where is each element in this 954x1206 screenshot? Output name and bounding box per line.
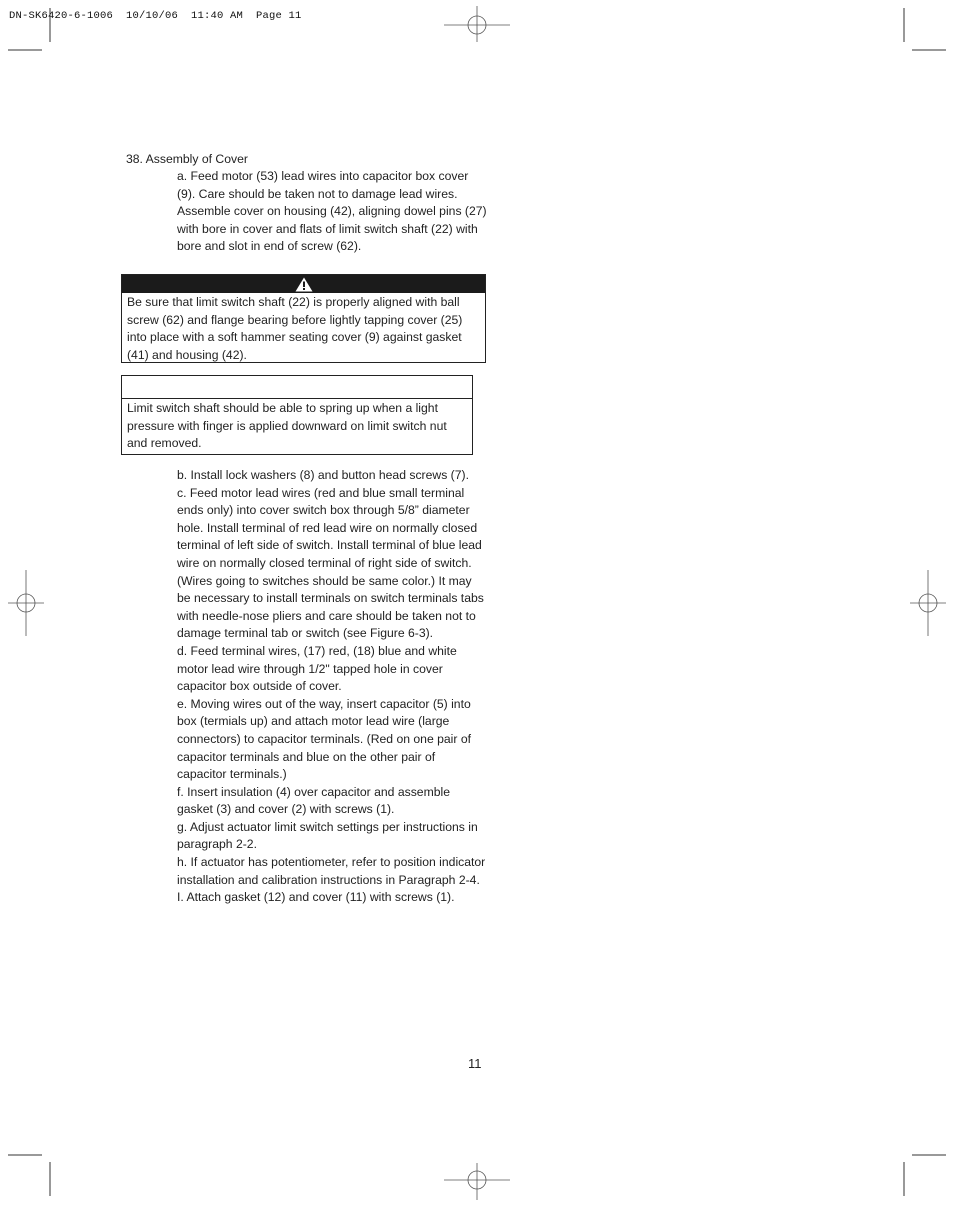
step-a-text: a. Feed motor (53) lead wires into capacitor box cover (9). Care should be taken not to damage lead wires. Assemble cover on housing (42), aligning dowel pins (27) with bore in cover and flats of limit switch shaft (22) with bore and slot in end of screw (62). [177, 169, 487, 254]
note-box [121, 375, 473, 455]
step-i-text: I. Attach gasket (12) and cover (11) with screws (1). [177, 890, 455, 905]
warning-box [121, 274, 486, 363]
step-d-text: d. Feed terminal wires, (17) red, (18) blue and white motor lead wire through 1/2" tapped hole in cover capacitor box outside of cover. [177, 643, 457, 694]
registration-target-right [910, 570, 946, 636]
step-h-text: h. If actuator has potentiometer, refer to position indicator installation and calibration instructions in Paragraph 2-4. [177, 855, 486, 887]
step-b-text: b. Install lock washers (8) and button head screws (7). [177, 468, 469, 482]
step-g-text: g. Adjust actuator limit switch settings per instructions in paragraph 2-2. [177, 819, 478, 852]
warning-text: Be sure that limit switch shaft (22) is properly aligned with ball screw (62) and flange bearing before lightly tapping cover (25) into place with a soft hammer seating cover (9) against gasket (41) and housing (42). [127, 295, 463, 362]
step-f-text: f. Insert insulation (4) over capacitor and assemble gasket (3) and cover (2) with screws (1). [177, 784, 450, 817]
registration-target-top [444, 6, 510, 42]
page-number: 11 [468, 1056, 482, 1071]
step-e-text: e. Moving wires out of the way, insert capacitor (5) into box (termials up) and attach motor lead wire (large connectors) to capacitor terminals. (Red on one pair of capacitor terminals and blue on the other pair of capacitor terminals.) [177, 696, 471, 782]
note-text: Limit switch shaft should be able to spring up when a light pressure with finger is applied downward on limit switch nut and removed. [127, 401, 447, 451]
warning-triangle-icon [295, 277, 313, 292]
note-header [122, 376, 472, 399]
print-slug: DN-SK6420-6-1006 10/10/06 11:40 AM Page 11 [9, 10, 302, 22]
step-c-text: c. Feed motor lead wires (red and blue small terminal ends only) into cover switch box through 5/8” diameter hole. Install terminal of red lead wire on normally closed terminal of left side of switch. Install terminal of blue lead wire on normally closed terminal of right side of switch. (Wires going to switches should be same color.) It may be necessary to install terminals on switch terminals tabs with needle-nose pliers and care should be taken not to damage terminal tab or switch (see Figure 6-3). [177, 485, 484, 641]
steps-list [177, 467, 487, 907]
section-heading: 38. Assembly of Cover [126, 152, 248, 166]
warning-header-bar [122, 275, 485, 293]
registration-target-left [8, 570, 44, 636]
registration-target-bottom [444, 1163, 510, 1200]
